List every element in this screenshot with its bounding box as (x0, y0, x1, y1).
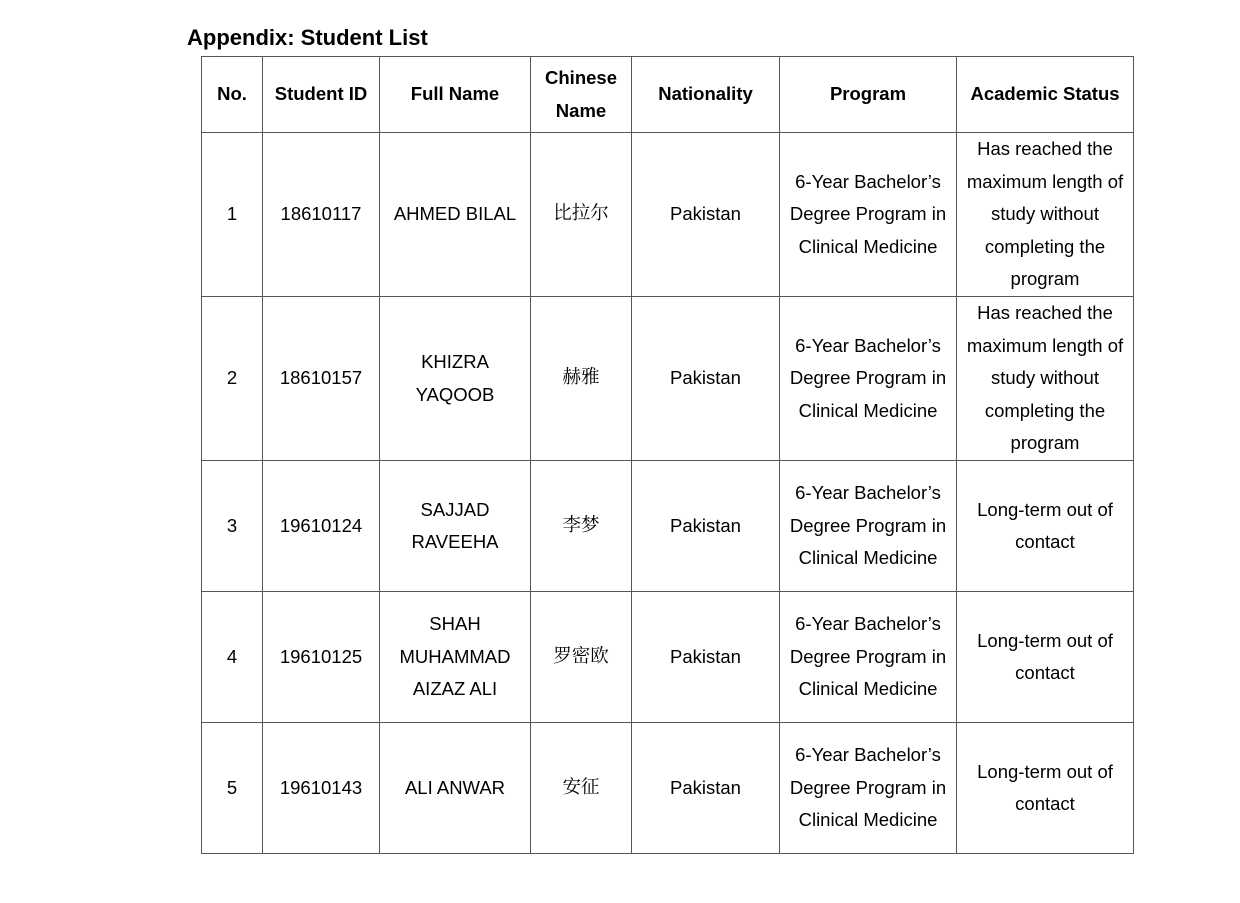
header-chinese-name: Chinese Name (531, 57, 632, 133)
cell-full-name: ALI ANWAR (380, 723, 531, 854)
cell-nationality: Pakistan (632, 461, 780, 592)
cell-chinese-name: 赫雅 (531, 297, 632, 461)
student-table (201, 56, 1134, 854)
cell-nationality: Pakistan (632, 723, 780, 854)
header-nationality: Nationality (632, 57, 780, 133)
cell-student-id: 19610124 (263, 461, 380, 592)
table-row (202, 297, 1134, 461)
cell-no: 2 (202, 297, 263, 461)
cell-program: 6-Year Bachelor’s Degree Program in Clinical Medicine (780, 592, 957, 723)
cell-student-id: 19610143 (263, 723, 380, 854)
cell-program: 6-Year Bachelor’s Degree Program in Clinical Medicine (780, 297, 957, 461)
cell-full-name: SHAH MUHAMMAD AIZAZ ALI (380, 592, 531, 723)
cell-academic-status: Has reached the maximum length of study without completing the program (957, 297, 1134, 461)
cell-full-name: AHMED BILAL (380, 133, 531, 297)
header-student-id: Student ID (263, 57, 380, 133)
table-row (202, 133, 1134, 297)
cell-student-id: 18610117 (263, 133, 380, 297)
cell-academic-status: Has reached the maximum length of study without completing the program (957, 133, 1134, 297)
cell-program: 6-Year Bachelor’s Degree Program in Clinical Medicine (780, 133, 957, 297)
table-row (202, 461, 1134, 592)
cell-no: 4 (202, 592, 263, 723)
cell-chinese-name: 李梦 (531, 461, 632, 592)
header-no: No. (202, 57, 263, 133)
cell-chinese-name: 比拉尔 (531, 133, 632, 297)
cell-academic-status: Long-term out of contact (957, 461, 1134, 592)
cell-academic-status: Long-term out of contact (957, 592, 1134, 723)
cell-student-id: 18610157 (263, 297, 380, 461)
header-program: Program (780, 57, 957, 133)
table-header-row (202, 57, 1134, 133)
cell-no: 1 (202, 133, 263, 297)
cell-program: 6-Year Bachelor’s Degree Program in Clinical Medicine (780, 461, 957, 592)
cell-full-name: KHIZRA YAQOOB (380, 297, 531, 461)
cell-chinese-name: 安征 (531, 723, 632, 854)
cell-full-name: SAJJAD RAVEEHA (380, 461, 531, 592)
cell-student-id: 19610125 (263, 592, 380, 723)
table-row (202, 723, 1134, 854)
table-row (202, 592, 1134, 723)
cell-no: 5 (202, 723, 263, 854)
cell-program: 6-Year Bachelor’s Degree Program in Clinical Medicine (780, 723, 957, 854)
header-academic-status: Academic Status (957, 57, 1134, 133)
cell-nationality: Pakistan (632, 297, 780, 461)
page-title: Appendix: Student List (187, 25, 428, 50)
cell-academic-status: Long-term out of contact (957, 723, 1134, 854)
cell-no: 3 (202, 461, 263, 592)
header-full-name: Full Name (380, 57, 531, 133)
cell-nationality: Pakistan (632, 592, 780, 723)
cell-nationality: Pakistan (632, 133, 780, 297)
cell-chinese-name: 罗密欧 (531, 592, 632, 723)
